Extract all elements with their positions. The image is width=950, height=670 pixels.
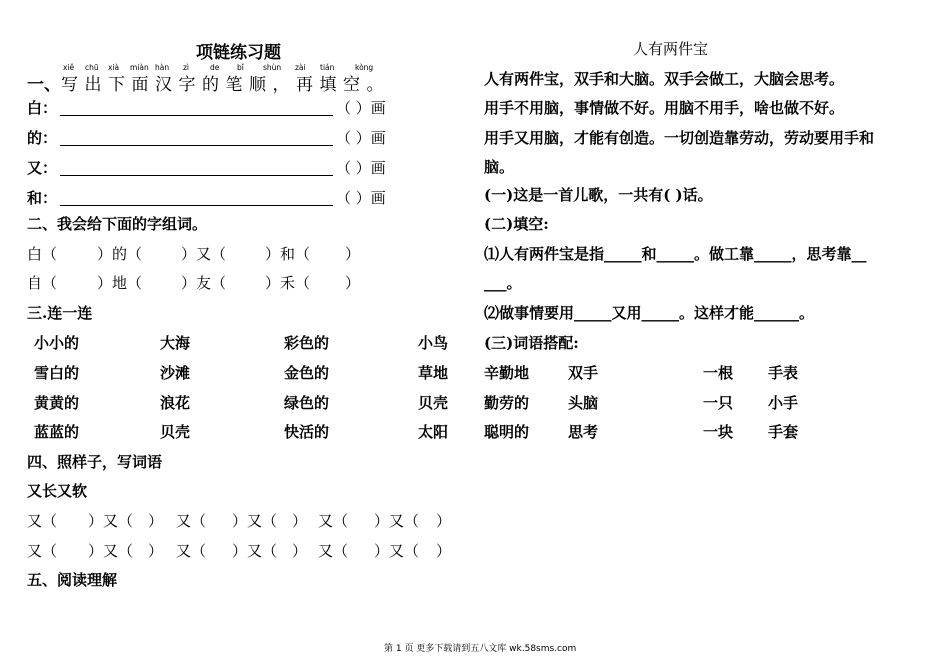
- stroke-row-char: 白：: [27, 99, 58, 117]
- pattern-cell: ）: [436, 542, 452, 560]
- poem-line: 用手不用脑，事情做不好。用脑不用手，啥也做不好。: [484, 99, 845, 117]
- pinyin-syllable: xiě: [63, 63, 75, 72]
- match-item: 蓝蓝的: [34, 423, 80, 441]
- pinyin-syllable: chū: [85, 63, 99, 72]
- pattern-cell: ）又（: [232, 542, 278, 560]
- pinyin-syllable: zì: [183, 63, 190, 72]
- r-q3-title: (三)词语搭配:: [484, 334, 579, 352]
- page-footer: 第 1 页 更多下载请到五八文库 wk.58sms.com: [384, 644, 577, 654]
- collocation-item: 辛勤地: [484, 364, 530, 382]
- r-q2-title: (二)填空:: [484, 215, 549, 233]
- word-group-cell: ）地（: [97, 274, 143, 292]
- collocation-item: 手套: [768, 423, 799, 441]
- pinyin-syllable: shùn: [263, 63, 282, 72]
- q5-title: 五、阅读理解: [27, 571, 118, 589]
- match-item: 绿色的: [284, 394, 330, 412]
- pattern-cell: ）: [148, 512, 164, 530]
- match-item: 贝壳: [418, 394, 449, 412]
- stroke-row-count: （ ）画: [336, 99, 386, 117]
- match-item: 沙滩: [160, 364, 191, 382]
- pattern-cell: 又（: [176, 542, 207, 560]
- word-group-cell: ）: [345, 274, 361, 292]
- stroke-row-count: （ ）画: [336, 189, 386, 207]
- left-title: 项链练习题: [196, 43, 281, 63]
- collocation-item: 头脑: [568, 394, 599, 412]
- match-item: 太阳: [418, 423, 449, 441]
- pattern-cell: ）: [292, 542, 308, 560]
- pinyin-syllable: xià: [108, 63, 120, 72]
- poem-line: 用手又用脑，才能有创造。一切创造靠劳动，劳动要用手和: [484, 129, 875, 147]
- pattern-cell: ）又（: [88, 512, 134, 530]
- stroke-row-count: （ ）画: [336, 159, 386, 177]
- collocation-item: 小手: [768, 394, 799, 412]
- pinyin-syllable: tián: [320, 63, 335, 72]
- collocation-item: 思考: [568, 423, 599, 441]
- pinyin-syllable: miàn: [130, 63, 149, 72]
- pattern-cell: ）又（: [374, 512, 420, 530]
- pattern-cell: ）又（: [232, 512, 278, 530]
- word-group-cell: ）的（: [97, 245, 143, 263]
- match-item: 黄黄的: [34, 394, 80, 412]
- match-item: 大海: [160, 334, 191, 352]
- collocation-item: 一只: [703, 394, 734, 412]
- pattern-cell: ）又（: [88, 542, 134, 560]
- collocation-item: 聪明的: [484, 423, 530, 441]
- poem-line: 人有两件宝，双手和大脑。双手会做工，大脑会思考。: [484, 70, 845, 88]
- q4-example: 又长又软: [27, 482, 88, 500]
- answer-line[interactable]: [60, 115, 333, 116]
- pattern-cell: 又（: [27, 512, 58, 530]
- right-title: 人有两件宝: [633, 40, 709, 58]
- stroke-row-char: 又：: [27, 159, 58, 177]
- word-group-cell: ）禾（: [265, 274, 311, 292]
- match-item: 雪白的: [34, 364, 80, 382]
- q2-title: 二、我会给下面的字组词。: [27, 215, 208, 233]
- pinyin-syllable: kòng: [355, 63, 374, 72]
- pinyin-syllable: hàn: [155, 63, 170, 72]
- poem-line: 脑。: [484, 158, 515, 176]
- q1-prefix: 一、: [27, 75, 61, 95]
- pattern-cell: 又（: [27, 542, 58, 560]
- match-item: 贝壳: [160, 423, 191, 441]
- match-item: 金色的: [284, 364, 330, 382]
- match-item: 彩色的: [284, 334, 330, 352]
- match-item: 快活的: [284, 423, 330, 441]
- word-group-cell: ）和（: [265, 245, 311, 263]
- pattern-cell: 又（: [318, 542, 349, 560]
- r-q2-1a: ⑴人有两件宝是指_____和_____。做工靠_____，思考靠__: [484, 245, 867, 263]
- q1-text: 写出下面汉字的笔顺，再填空。: [61, 75, 390, 95]
- word-group-cell: ）: [345, 245, 361, 263]
- answer-line[interactable]: [60, 175, 333, 176]
- collocation-item: 手表: [768, 364, 799, 382]
- stroke-row-char: 和：: [27, 189, 58, 207]
- word-group-cell: ）友（: [181, 274, 227, 292]
- word-group-cell: ）又（: [181, 245, 227, 263]
- pattern-cell: ）: [148, 542, 164, 560]
- r-q1: (一)这是一首儿歌，一共有( )话。: [484, 186, 713, 204]
- pattern-cell: 又（: [176, 512, 207, 530]
- pattern-cell: ）: [292, 512, 308, 530]
- pinyin-syllable: bǐ: [237, 63, 244, 72]
- pinyin-syllable: de: [210, 63, 220, 72]
- pattern-cell: 又（: [318, 512, 349, 530]
- answer-line[interactable]: [60, 205, 333, 206]
- q3-title: 三.连一连: [27, 304, 93, 322]
- collocation-item: 一块: [703, 423, 734, 441]
- pattern-cell: ）: [436, 512, 452, 530]
- match-item: 小小的: [34, 334, 80, 352]
- q4-title: 四、照样子，写词语: [27, 453, 163, 471]
- collocation-item: 勤劳的: [484, 394, 530, 412]
- collocation-item: 一根: [703, 364, 734, 382]
- match-item: 草地: [418, 364, 449, 382]
- match-item: 小鸟: [418, 334, 449, 352]
- match-item: 浪花: [160, 394, 191, 412]
- q1-heading: [27, 70, 390, 95]
- pinyin-syllable: zài: [295, 63, 306, 72]
- word-group-cell: 白（: [27, 245, 58, 263]
- r-q2-2: ⑵做事情要用_____又用_____。这样才能______。: [484, 304, 815, 322]
- stroke-row-count: （ ）画: [336, 129, 386, 147]
- pattern-cell: ）又（: [374, 542, 420, 560]
- answer-line[interactable]: [60, 145, 333, 146]
- word-group-cell: 自（: [27, 274, 58, 292]
- collocation-item: 双手: [568, 364, 599, 382]
- r-q2-1b: ___。: [484, 274, 522, 292]
- stroke-row-char: 的：: [27, 129, 58, 147]
